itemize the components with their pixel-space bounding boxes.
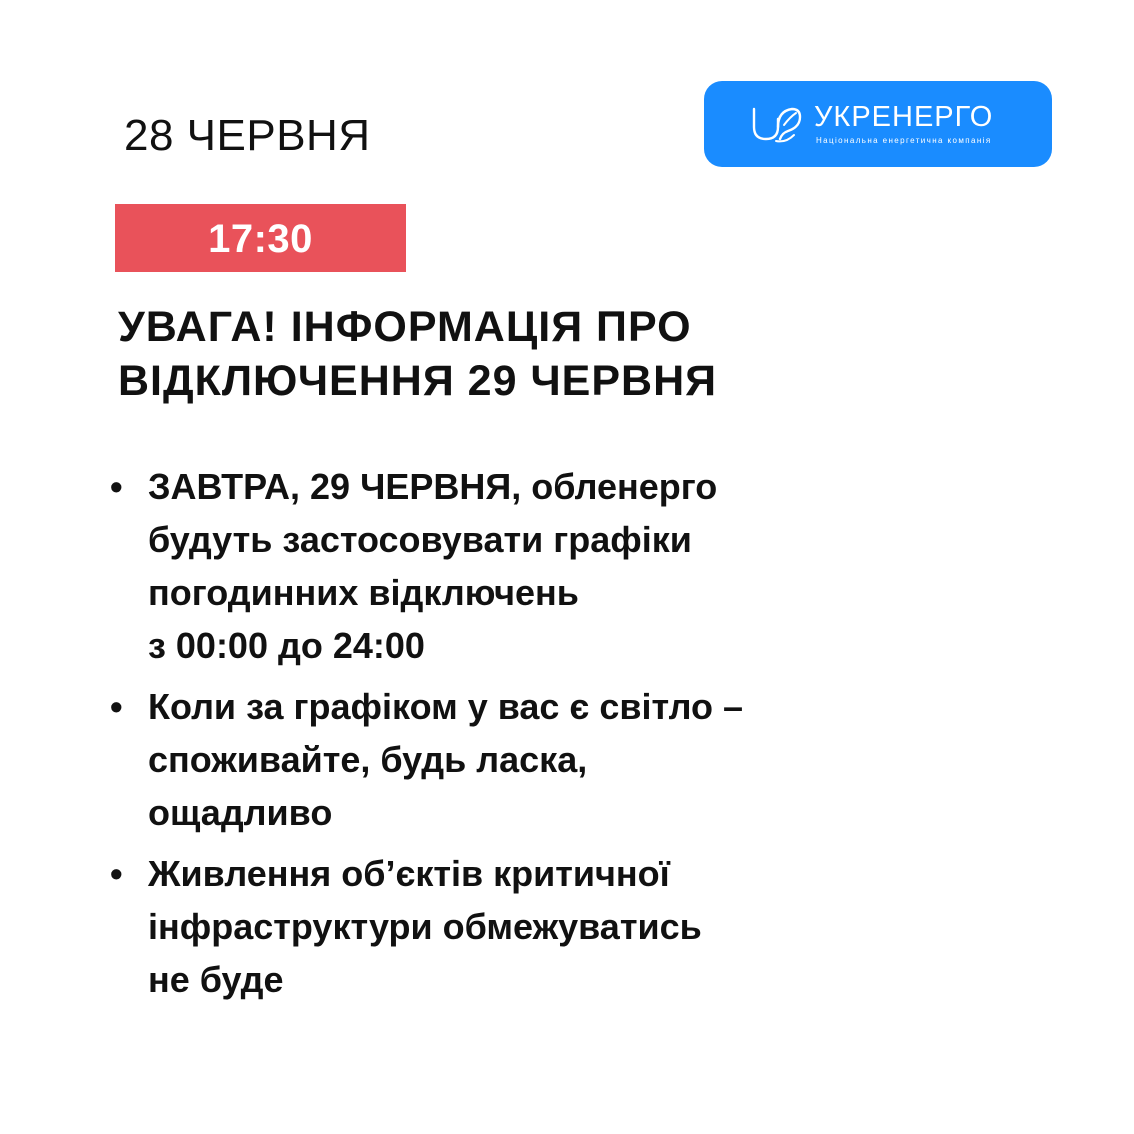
bullet-item bbox=[108, 460, 1028, 672]
ukrenergo-logo bbox=[704, 81, 1052, 167]
headline-line: УВАГА! ІНФОРМАЦІЯ ПРО bbox=[118, 303, 692, 351]
bullet-list bbox=[108, 460, 1028, 1014]
date-label: 28 ЧЕРВНЯ bbox=[124, 111, 371, 160]
bullet-line: споживайте, будь ласка, bbox=[148, 739, 588, 780]
bullet-line: не буде bbox=[148, 959, 284, 1000]
bullet-line: Коли за графіком у вас є світло – bbox=[148, 686, 744, 727]
bullet-marker: • bbox=[110, 466, 123, 507]
ukrenergo-logo-icon bbox=[750, 103, 804, 145]
bullet-item bbox=[108, 847, 1028, 1006]
logo-tagline: Національна енергетична компанія bbox=[816, 136, 992, 145]
logo-name: УКРЕНЕРГО bbox=[814, 101, 994, 133]
bullet-line: інфраструктури обмежуватись bbox=[148, 906, 702, 947]
bullet-line: ЗАВТРА, 29 ЧЕРВНЯ, обленерго bbox=[148, 466, 718, 507]
bullet-marker: • bbox=[110, 686, 123, 727]
headline bbox=[118, 300, 1018, 408]
bullet-line: з 00:00 до 24:00 bbox=[148, 625, 425, 666]
headline-line: ВІДКЛЮЧЕННЯ 29 ЧЕРВНЯ bbox=[118, 357, 718, 405]
time-badge bbox=[115, 204, 406, 272]
bullet-line: погодинних відключень bbox=[148, 572, 579, 613]
bullet-item bbox=[108, 680, 1028, 839]
time-text: 17:30 bbox=[208, 217, 313, 261]
bullet-line: будуть застосовувати графіки bbox=[148, 519, 692, 560]
bullet-line: Живлення об’єктів критичної bbox=[148, 853, 670, 894]
bullet-marker: • bbox=[110, 853, 123, 894]
bullet-line: ощадливо bbox=[148, 792, 333, 833]
